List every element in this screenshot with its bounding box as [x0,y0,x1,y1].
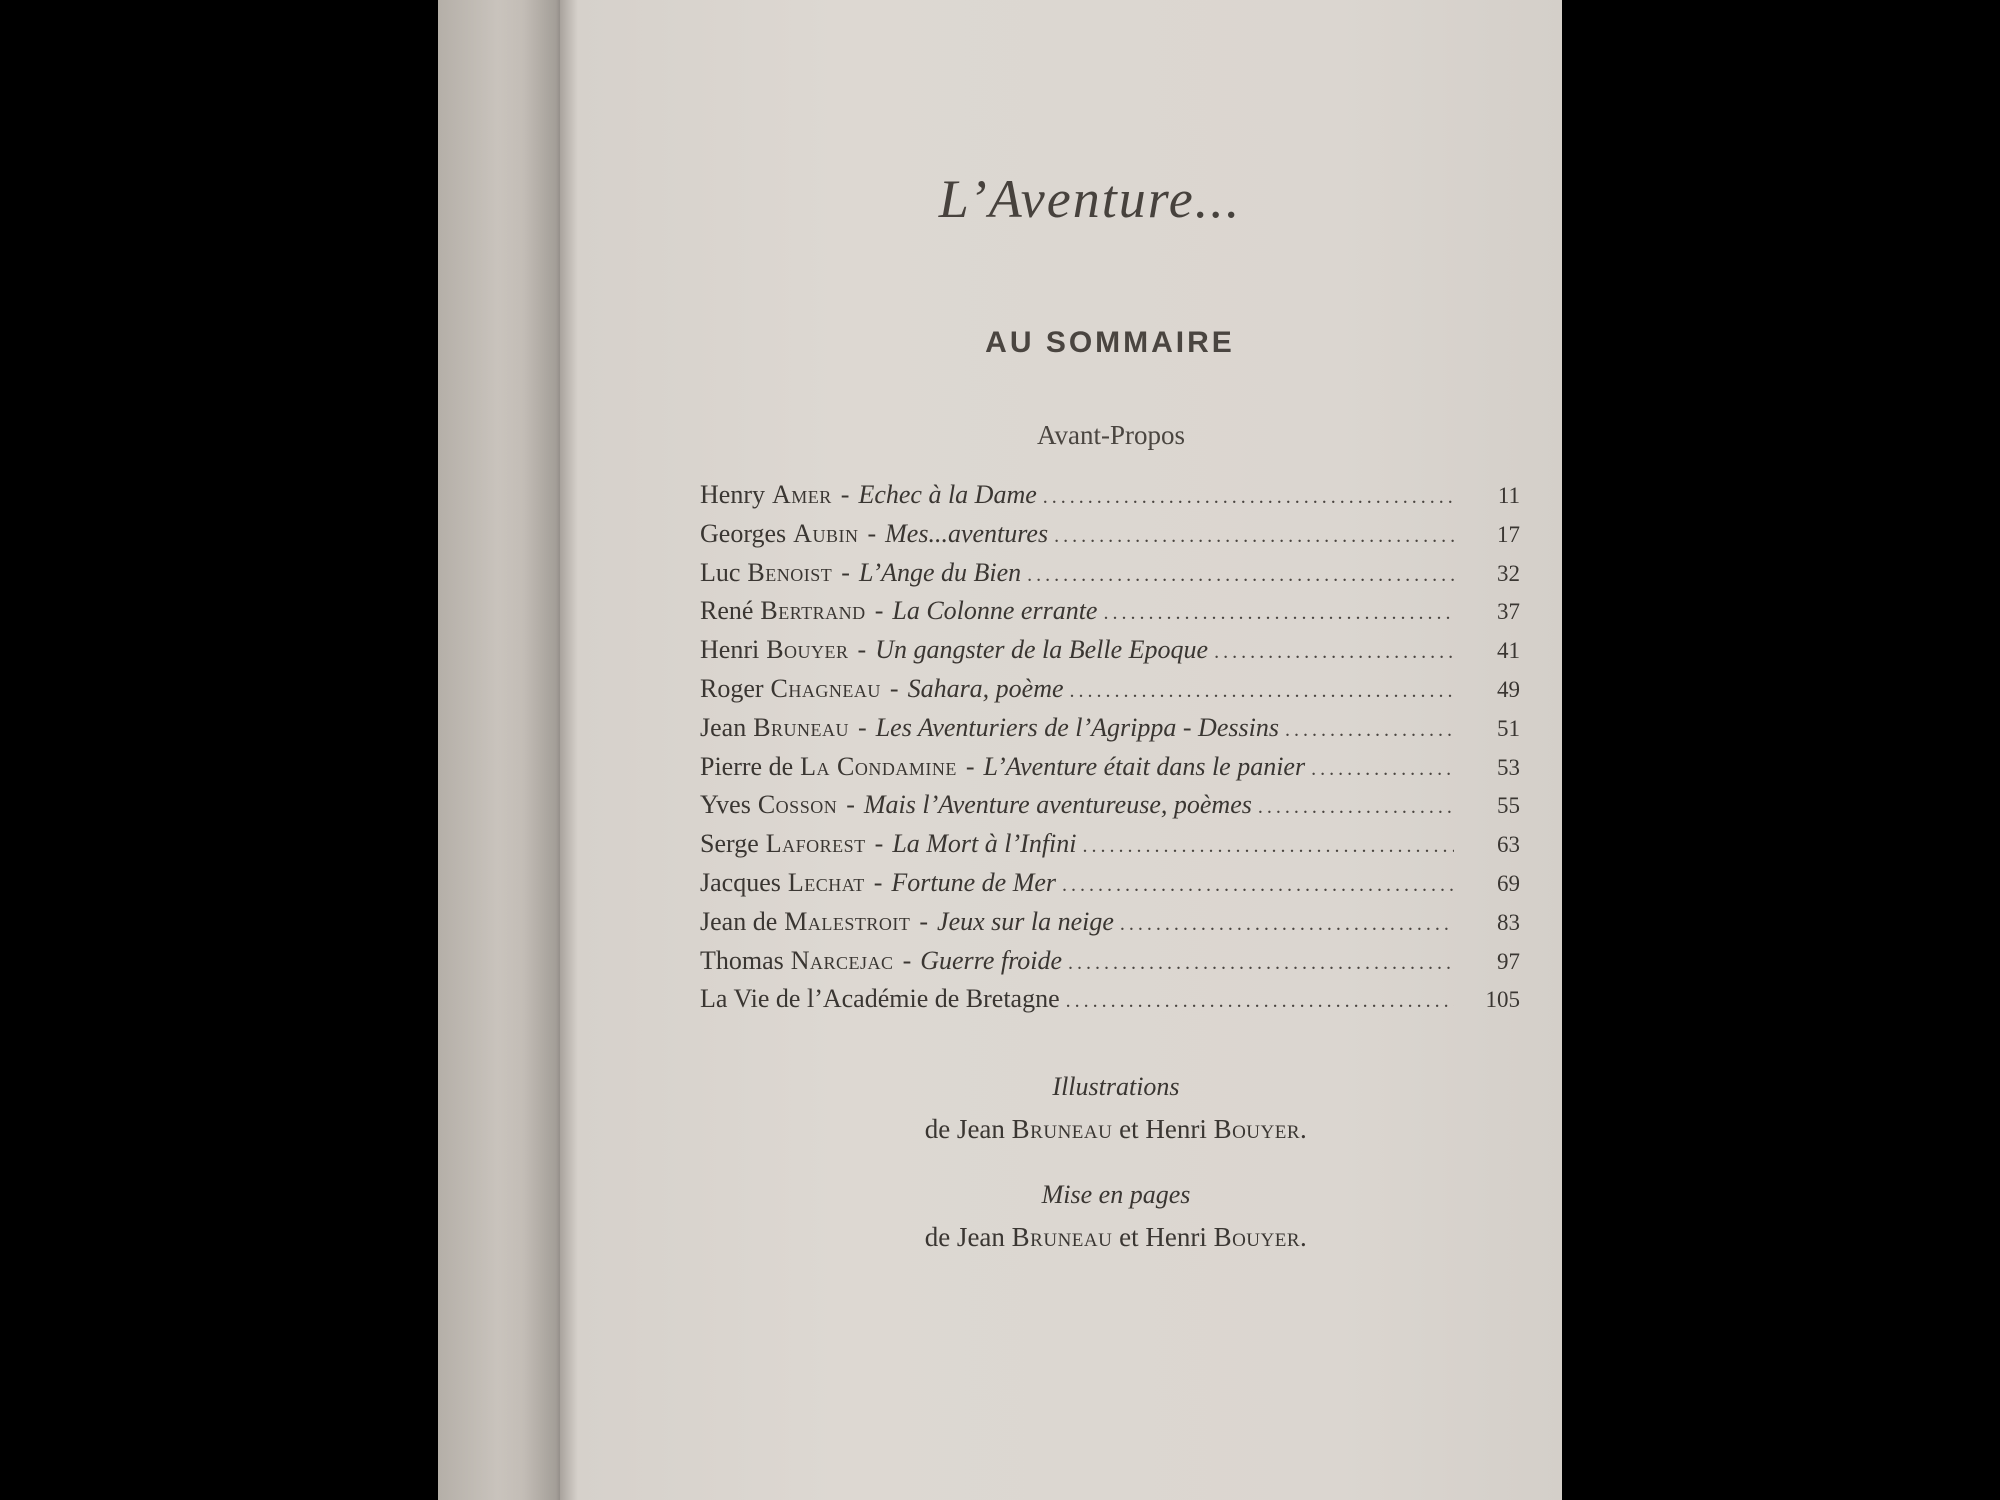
dot-leader [1062,874,1454,897]
credit-mid: et Henri [1119,1114,1207,1144]
author-first-name: Serge [700,829,759,859]
toc-row [700,907,1520,946]
credit-name: Bruneau [1011,1114,1113,1144]
dot-leader [1054,525,1454,548]
dot-leader [1070,680,1454,703]
credit-prefix: de Jean [924,1222,1005,1252]
entry-separator: - [874,829,884,859]
toc-row [700,829,1520,868]
author-last-name: Malestroit [784,906,911,936]
credit-prefix: de Jean [924,1114,1005,1144]
entry-separator: - [889,673,899,703]
author-first-name: Pierre de [700,751,794,781]
dot-leader [1258,796,1454,819]
page-number: 17 [1497,521,1520,547]
entry-separator: - [867,518,877,548]
author-first-name: Jacques [700,867,781,897]
toc-heading: AU SOMMAIRE [985,326,1235,359]
page-number: 83 [1497,909,1520,935]
entry-separator: - [919,906,929,936]
dot-leader [1082,835,1454,858]
author-last-name: Benoist [747,557,833,587]
entry-separator: - [858,712,867,742]
toc-row [700,519,1520,558]
work-title: Echec à la Dame [858,480,1037,509]
author-last-name: Chagneau [770,673,881,703]
page-number: 11 [1497,483,1520,508]
credit-name: Bouyer. [1213,1114,1308,1144]
entry-separator: - [902,945,912,975]
author-first-name: Yves [700,790,751,820]
page-number: 105 [1485,987,1520,1013]
page-number: 97 [1497,948,1520,974]
author-last-name: Narcejac [790,945,894,975]
dot-leader [1068,952,1454,975]
toc-row [700,558,1520,597]
page-number: 49 [1497,676,1520,702]
work-title: Guerre froide [920,945,1063,975]
entry-separator: - [965,751,975,781]
toc-entry [700,790,1460,820]
author-last-name: Bouyer [766,635,849,665]
author-first-name: Henri [700,635,760,665]
author-first-name: Henry [700,480,765,509]
toc-entry [700,713,1460,743]
toc-entry [700,829,1460,859]
toc-entry [700,635,1460,665]
toc-row [700,984,1520,1023]
author-first-name: Jean de [700,906,778,936]
toc-row [700,713,1520,752]
page-number: 32 [1497,560,1520,586]
author-first-name: René [700,596,754,626]
author-first-name: Roger [700,673,764,703]
entry-separator: - [873,867,883,897]
credit-mid: et Henri [1119,1222,1207,1252]
dot-leader [1043,486,1454,509]
toc-row [700,752,1520,791]
entry-separator: - [874,596,884,626]
page-content [438,0,1562,1500]
toc-entry [700,868,1460,898]
illustrations-label: Illustrations [1052,1072,1180,1101]
work-title: Jeux sur la neige [937,906,1114,936]
credit-name: Bruneau [1011,1222,1113,1252]
illustrations-credit [438,1114,1562,1145]
work-title: L’Ange du Bien [858,557,1022,587]
work-title: La Colonne errante [892,596,1098,626]
toc-entry [700,480,1460,510]
credit-name: Bouyer. [1213,1222,1308,1252]
author-first-name: Luc [700,557,741,587]
toc-row [700,868,1520,907]
author-last-name: Lechat [787,867,865,897]
author-last-name: Laforest [765,829,866,859]
dot-leader [1311,758,1454,781]
page-number: 41 [1497,638,1520,664]
toc-row [700,790,1520,829]
toc-entry [700,752,1460,782]
dot-leader [1103,602,1454,625]
toc-row [700,480,1520,519]
author-last-name: Bertrand [760,596,866,626]
author-first-name: Jean [700,712,747,742]
page-number: 37 [1497,599,1520,625]
work-title: Mes...aventures [885,518,1049,548]
work-title: Mais l’Aventure aventureuse, poèmes [863,790,1252,820]
toc-entry [700,907,1460,937]
layout-label: Mise en pages [1041,1180,1191,1209]
layout-credit [438,1222,1562,1253]
toc-entry [700,558,1460,588]
toc-entry [700,519,1460,549]
toc-row [700,596,1520,635]
work-title: Sahara, poème [907,673,1064,703]
toc-entry [700,596,1460,626]
table-of-contents [700,480,1520,1023]
dot-leader [1066,990,1454,1013]
dot-leader [1214,641,1454,664]
page-number: 51 [1497,715,1520,741]
dot-leader [1285,719,1454,742]
author-first-name: Georges [700,518,787,548]
toc-row [700,674,1520,713]
author-last-name: Amer [771,480,832,509]
author-first-name: La Vie de l’Académie de Bretagne [700,984,1060,1014]
book-page [438,0,1562,1500]
foreword-entry: Avant-Propos [1037,420,1185,450]
work-title: Un gangster de la Belle Epoque [875,635,1209,665]
work-title: La Mort à l’Infini [892,829,1077,859]
author-last-name: Bruneau [753,712,850,742]
page-number: 55 [1497,793,1520,819]
entry-separator: - [846,790,855,820]
page-number: 53 [1497,754,1520,780]
author-last-name: La Condamine [800,751,957,781]
toc-entry [700,984,1460,1014]
toc-entry [700,946,1460,976]
toc-row [700,946,1520,985]
work-title: L’Aventure était dans le panier [983,751,1306,781]
work-title: Les Aventuriers de l’Agrippa - Dessins [875,712,1279,742]
page-number: 69 [1497,870,1520,896]
page-number: 63 [1497,832,1520,858]
entry-separator: - [841,557,850,587]
dot-leader [1027,564,1454,587]
toc-entry [700,674,1460,704]
author-first-name: Thomas [700,945,784,975]
dot-leader [1120,913,1454,936]
entry-separator: - [857,635,867,665]
page-title: L’Aventure... [938,169,1242,229]
entry-separator: - [840,480,850,509]
author-last-name: Aubin [793,518,859,548]
work-title: Fortune de Mer [891,867,1057,897]
toc-row [700,635,1520,674]
author-last-name: Cosson [757,790,838,820]
